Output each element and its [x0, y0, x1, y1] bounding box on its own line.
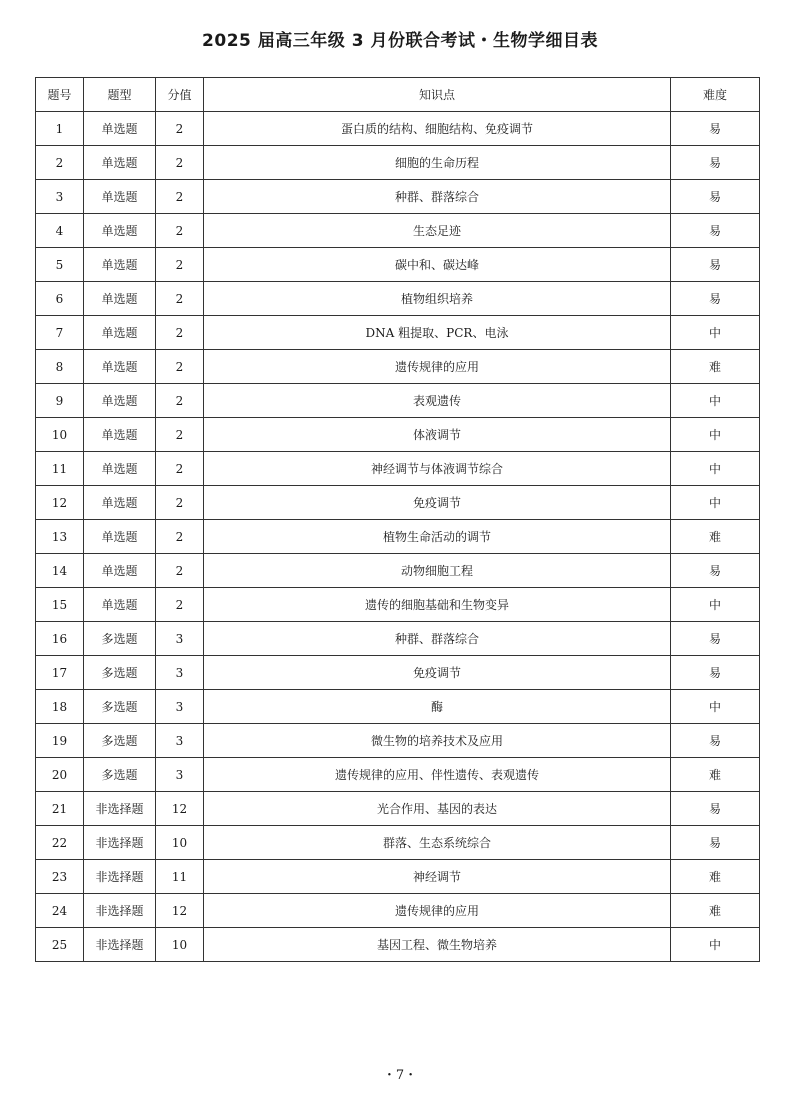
cell-score: 2	[156, 452, 204, 486]
cell-difficulty: 难	[671, 894, 760, 928]
cell-num: 11	[36, 452, 84, 486]
cell-type: 多选题	[84, 690, 156, 724]
cell-score: 3	[156, 758, 204, 792]
cell-num: 6	[36, 282, 84, 316]
cell-score: 2	[156, 316, 204, 350]
cell-difficulty: 易	[671, 112, 760, 146]
cell-difficulty: 易	[671, 724, 760, 758]
cell-score: 2	[156, 248, 204, 282]
table-row	[36, 826, 760, 860]
cell-num: 9	[36, 384, 84, 418]
cell-num: 10	[36, 418, 84, 452]
cell-score: 2	[156, 146, 204, 180]
page-title: 2025 届高三年级 3 月份联合考试・生物学细目表	[202, 31, 598, 51]
cell-difficulty: 易	[671, 656, 760, 690]
cell-score: 12	[156, 792, 204, 826]
table-row	[36, 452, 760, 486]
table-row	[36, 112, 760, 146]
cell-topic: 植物组织培养	[204, 282, 671, 316]
cell-topic: DNA 粗提取、PCR、电泳	[204, 316, 671, 350]
cell-difficulty: 易	[671, 622, 760, 656]
cell-difficulty: 易	[671, 792, 760, 826]
cell-num: 25	[36, 928, 84, 962]
cell-type: 单选题	[84, 112, 156, 146]
cell-score: 2	[156, 554, 204, 588]
table-row	[36, 316, 760, 350]
cell-topic: 神经调节	[204, 860, 671, 894]
cell-topic: 神经调节与体液调节综合	[204, 452, 671, 486]
cell-num: 4	[36, 214, 84, 248]
cell-score: 3	[156, 656, 204, 690]
cell-difficulty: 易	[671, 214, 760, 248]
cell-num: 13	[36, 520, 84, 554]
table-row	[36, 248, 760, 282]
cell-difficulty: 中	[671, 418, 760, 452]
cell-type: 单选题	[84, 384, 156, 418]
cell-topic: 体液调节	[204, 418, 671, 452]
cell-score: 2	[156, 112, 204, 146]
table-row	[36, 622, 760, 656]
cell-num: 17	[36, 656, 84, 690]
cell-score: 10	[156, 928, 204, 962]
cell-num: 7	[36, 316, 84, 350]
cell-score: 2	[156, 486, 204, 520]
cell-score: 2	[156, 282, 204, 316]
cell-num: 2	[36, 146, 84, 180]
table-row	[36, 758, 760, 792]
cell-topic: 微生物的培养技术及应用	[204, 724, 671, 758]
cell-topic: 光合作用、基因的表达	[204, 792, 671, 826]
cell-difficulty: 难	[671, 758, 760, 792]
header-topic: 知识点	[204, 78, 671, 112]
cell-topic: 遗传的细胞基础和生物变异	[204, 588, 671, 622]
cell-topic: 动物细胞工程	[204, 554, 671, 588]
cell-difficulty: 易	[671, 826, 760, 860]
cell-score: 2	[156, 418, 204, 452]
cell-score: 10	[156, 826, 204, 860]
cell-difficulty: 难	[671, 520, 760, 554]
cell-type: 单选题	[84, 554, 156, 588]
cell-score: 2	[156, 520, 204, 554]
header-difficulty: 难度	[671, 78, 760, 112]
cell-difficulty: 易	[671, 146, 760, 180]
cell-score: 12	[156, 894, 204, 928]
table-row	[36, 350, 760, 384]
cell-difficulty: 易	[671, 282, 760, 316]
cell-difficulty: 易	[671, 554, 760, 588]
cell-score: 3	[156, 622, 204, 656]
cell-num: 1	[36, 112, 84, 146]
cell-topic: 遗传规律的应用、伴性遗传、表观遗传	[204, 758, 671, 792]
cell-topic: 酶	[204, 690, 671, 724]
cell-topic: 种群、群落综合	[204, 622, 671, 656]
cell-topic: 遗传规律的应用	[204, 350, 671, 384]
cell-topic: 生态足迹	[204, 214, 671, 248]
cell-difficulty: 中	[671, 316, 760, 350]
cell-type: 单选题	[84, 214, 156, 248]
cell-type: 单选题	[84, 180, 156, 214]
cell-num: 16	[36, 622, 84, 656]
table-row	[36, 792, 760, 826]
cell-num: 12	[36, 486, 84, 520]
cell-type: 单选题	[84, 520, 156, 554]
cell-num: 23	[36, 860, 84, 894]
table-row	[36, 384, 760, 418]
table-row	[36, 520, 760, 554]
cell-difficulty: 难	[671, 350, 760, 384]
cell-type: 单选题	[84, 588, 156, 622]
table-row	[36, 860, 760, 894]
cell-difficulty: 中	[671, 452, 760, 486]
cell-type: 单选题	[84, 452, 156, 486]
header-score: 分值	[156, 78, 204, 112]
cell-num: 14	[36, 554, 84, 588]
cell-difficulty: 难	[671, 860, 760, 894]
header-num: 题号	[36, 78, 84, 112]
cell-type: 非选择题	[84, 928, 156, 962]
cell-type: 非选择题	[84, 826, 156, 860]
table-row	[36, 690, 760, 724]
cell-num: 15	[36, 588, 84, 622]
cell-num: 20	[36, 758, 84, 792]
cell-num: 3	[36, 180, 84, 214]
cell-score: 2	[156, 588, 204, 622]
cell-topic: 碳中和、碳达峰	[204, 248, 671, 282]
cell-type: 单选题	[84, 146, 156, 180]
table-row	[36, 146, 760, 180]
cell-type: 非选择题	[84, 860, 156, 894]
cell-type: 单选题	[84, 316, 156, 350]
header-type: 题型	[84, 78, 156, 112]
cell-difficulty: 中	[671, 384, 760, 418]
table-row	[36, 282, 760, 316]
page-number: ・7・	[382, 1068, 418, 1083]
table-row	[36, 180, 760, 214]
cell-type: 单选题	[84, 282, 156, 316]
cell-num: 24	[36, 894, 84, 928]
cell-num: 18	[36, 690, 84, 724]
cell-topic: 免疫调节	[204, 656, 671, 690]
cell-type: 多选题	[84, 724, 156, 758]
cell-topic: 蛋白质的结构、细胞结构、免疫调节	[204, 112, 671, 146]
cell-score: 11	[156, 860, 204, 894]
cell-score: 2	[156, 384, 204, 418]
cell-type: 多选题	[84, 758, 156, 792]
cell-score: 3	[156, 724, 204, 758]
cell-type: 单选题	[84, 418, 156, 452]
cell-topic: 细胞的生命历程	[204, 146, 671, 180]
cell-difficulty: 中	[671, 486, 760, 520]
cell-type: 单选题	[84, 486, 156, 520]
table-row	[36, 418, 760, 452]
cell-type: 非选择题	[84, 894, 156, 928]
cell-topic: 基因工程、微生物培养	[204, 928, 671, 962]
table-header-row	[36, 78, 760, 112]
cell-topic: 表观遗传	[204, 384, 671, 418]
cell-score: 2	[156, 180, 204, 214]
table-row	[36, 214, 760, 248]
cell-topic: 植物生命活动的调节	[204, 520, 671, 554]
detail-table	[35, 77, 760, 962]
cell-type: 单选题	[84, 248, 156, 282]
table-row	[36, 554, 760, 588]
table-row	[36, 588, 760, 622]
table-row	[36, 486, 760, 520]
cell-type: 单选题	[84, 350, 156, 384]
cell-topic: 免疫调节	[204, 486, 671, 520]
cell-difficulty: 中	[671, 690, 760, 724]
cell-type: 多选题	[84, 622, 156, 656]
table-body	[36, 112, 760, 962]
cell-difficulty: 中	[671, 588, 760, 622]
cell-num: 19	[36, 724, 84, 758]
cell-difficulty: 易	[671, 248, 760, 282]
table-row	[36, 656, 760, 690]
cell-num: 22	[36, 826, 84, 860]
cell-num: 5	[36, 248, 84, 282]
table-row	[36, 928, 760, 962]
cell-num: 21	[36, 792, 84, 826]
cell-topic: 遗传规律的应用	[204, 894, 671, 928]
cell-topic: 种群、群落综合	[204, 180, 671, 214]
cell-score: 2	[156, 350, 204, 384]
cell-num: 8	[36, 350, 84, 384]
cell-type: 多选题	[84, 656, 156, 690]
cell-type: 非选择题	[84, 792, 156, 826]
cell-topic: 群落、生态系统综合	[204, 826, 671, 860]
cell-score: 3	[156, 690, 204, 724]
table-row	[36, 724, 760, 758]
table-row	[36, 894, 760, 928]
cell-difficulty: 易	[671, 180, 760, 214]
cell-difficulty: 中	[671, 928, 760, 962]
cell-score: 2	[156, 214, 204, 248]
